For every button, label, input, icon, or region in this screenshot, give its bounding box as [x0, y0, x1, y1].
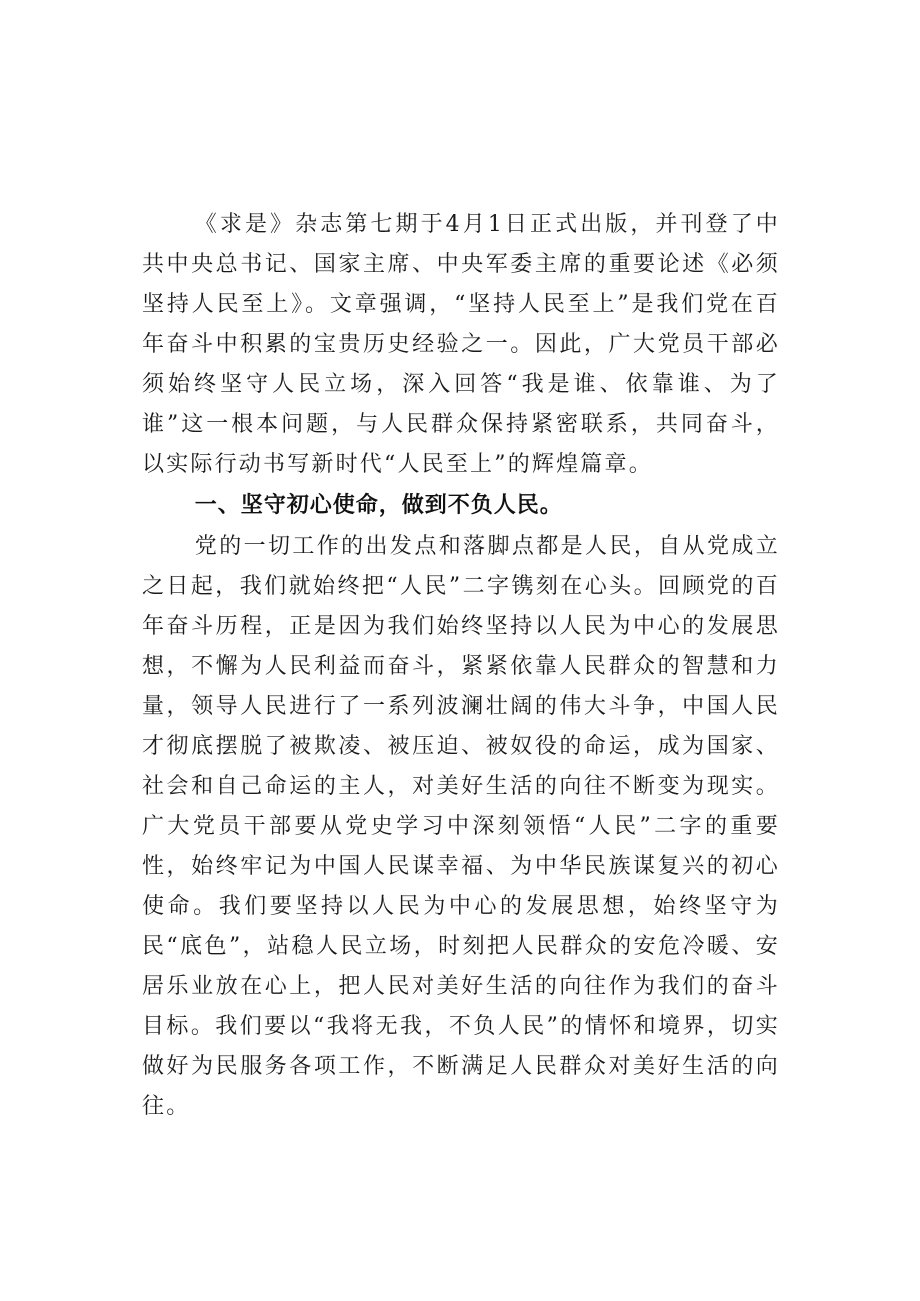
intro-paragraph: 《求是》杂志第七期于4月1日正式出版，并刊登了中共中央总书记、国家主席、中央军委主席的重要论述《必须坚持人民至上》。文章强调，“坚持人民至上”是我们党在百年奋斗中积累的宝贵历史经验之一。因此，广大党员干部必须始终坚守人民立场，深入回答“我是谁、依靠谁、为了谁”这一根本问题，与人民群众保持紧密联系，共同奋斗，以实际行动书写新时代“人民至上”的辉煌篇章。 [142, 212, 780, 477]
section-paragraph: 党的一切工作的出发点和落脚点都是人民，自从党成立之日起，我们就始终把“人民”二字镌刻在心头。回顾党的百年奋斗历程，正是因为我们始终坚持以人民为中心的发展思想，不懈为人民利益而奋斗，紧紧依靠人民群众的智慧和力量，领导人民进行了一系列波澜壮阔的伟大斗争，中国人民才彻底摆脱了被欺凌、被压迫、被奴役的命运，成为国家、社会和自己命运的主人，对美好生活的向往不断变为现实。广大党员干部要从党史学习中深刻领悟“人民”二字的重要性，始终牢记为中国人民谋幸福、为中华民族谋复兴的初心使命。我们要坚持以人民为中心的发展思想，始终坚守为民“底色”，站稳人民立场，时刻把人民群众的安危冷暖、安居乐业放在心上，把人民对美好生活的向往作为我们的奋斗目标。我们要以“我将无我，不负人民”的情怀和境界，切实做好为民服务各项工作，不断满足人民群众对美好生活的向往。 [142, 534, 780, 1119]
document-body [142, 205, 780, 1127]
section-heading: 一、坚守初心使命，做到不负人民。 [194, 493, 563, 518]
